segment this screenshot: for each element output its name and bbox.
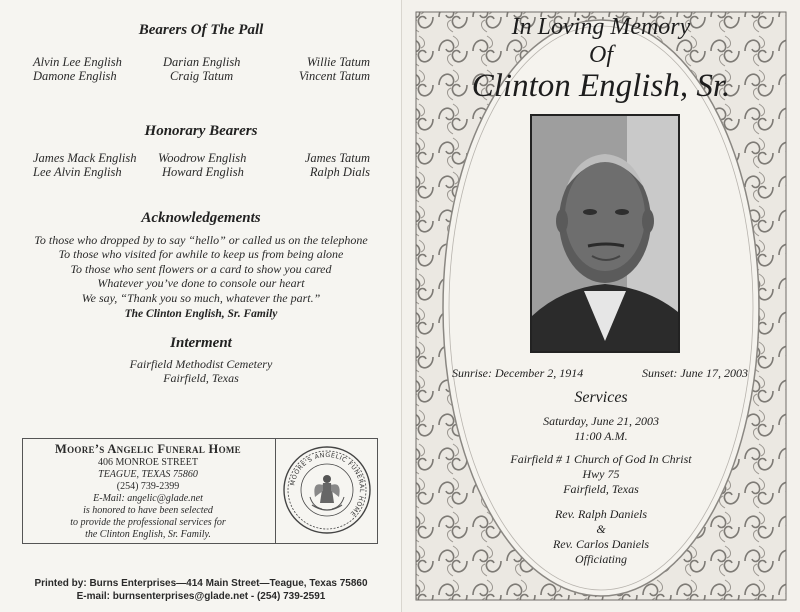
seal-text: MOORE'S ANGELIC FUNERAL HOME bbox=[289, 451, 366, 518]
funeral-home-phone: (254) 739-2399 bbox=[116, 481, 180, 492]
interment-line: Fairfield Methodist Cemetery bbox=[129, 357, 273, 371]
poem-line: To those who sent flowers or a card to show you cared bbox=[70, 261, 332, 276]
pall-bearer-name: Darian English bbox=[163, 55, 241, 69]
memorial-of: Of bbox=[589, 42, 613, 68]
pall-bearer-name: Vincent Tatum bbox=[298, 69, 370, 83]
funeral-home-seal bbox=[275, 439, 378, 543]
honorary-bearers-heading: Honorary Bearers bbox=[144, 123, 258, 139]
sunrise-date: Sunrise: December 2, 1914 bbox=[452, 366, 584, 380]
honorary-bearer-name: Lee Alvin English bbox=[33, 165, 122, 179]
funeral-home-notice: to provide the professional services for bbox=[70, 517, 226, 528]
service-time bbox=[402, 414, 800, 444]
memorial-intro: In Loving Memory bbox=[511, 14, 691, 40]
interment-line: Fairfield, Texas bbox=[163, 371, 239, 386]
printer-credit bbox=[0, 577, 402, 603]
funeral-home-notice: is honored to have been selected bbox=[83, 505, 213, 516]
service-hour: 11:00 A.M. bbox=[574, 429, 628, 443]
funeral-home-box bbox=[22, 438, 378, 544]
funeral-home-address: 406 MONROE STREET bbox=[98, 457, 198, 468]
funeral-home-city: TEAGUE, TEXAS 75860 bbox=[98, 469, 198, 480]
poem-line: Whatever you’ve done to console our heart bbox=[97, 276, 305, 291]
pall-bearers-heading: Bearers Of The Pall bbox=[138, 22, 264, 38]
sunset-date: Sunset: June 17, 2003 bbox=[642, 366, 748, 380]
officiant-name: Rev. Carlos Daniels bbox=[552, 537, 650, 551]
poem-line: To those who visited for awhile to keep us from being alone bbox=[58, 247, 344, 262]
interment-heading: Interment bbox=[170, 335, 232, 351]
church-highway: Hwy 75 bbox=[582, 467, 620, 481]
service-date: Saturday, June 21, 2003 bbox=[543, 414, 659, 428]
poem-line: We say, “Thank you so much, whatever the part.” bbox=[81, 290, 321, 305]
church-city: Fairfield, Texas bbox=[563, 482, 639, 496]
acknowledgements-heading: Acknowledgements bbox=[141, 210, 261, 226]
funeral-home-email: E-Mail: angelic@glade.net bbox=[93, 493, 203, 504]
printer-line: Printed by: Burns Enterprises—414 Main Street—Teague, Texas 75860 bbox=[34, 578, 368, 589]
funeral-home-details bbox=[23, 442, 273, 541]
interment-location bbox=[0, 357, 402, 386]
pall-bearer-name: Alvin Lee English bbox=[33, 55, 122, 69]
funeral-home-name: Moore’s Angelic Funeral Home bbox=[55, 442, 241, 456]
officiants bbox=[402, 507, 800, 567]
church-name: Fairfield # 1 Church of God In Christ bbox=[510, 452, 692, 466]
services-heading: Services bbox=[574, 389, 628, 406]
poem-line: To those who dropped by to say “hello” or called us on the telephone bbox=[34, 233, 368, 247]
honorary-bearer-name: Howard English bbox=[162, 165, 244, 179]
funeral-home-notice: the Clinton English, Sr. Family. bbox=[85, 529, 211, 540]
honorary-bearer-name: James Mack English bbox=[33, 151, 137, 165]
acknowledgements-poem bbox=[0, 233, 402, 305]
officiant-ampersand: & bbox=[596, 522, 606, 536]
officiating-label: Officiating bbox=[575, 552, 627, 566]
pall-bearer-name: Craig Tatum bbox=[170, 69, 234, 83]
deceased-name: Clinton English, Sr. bbox=[471, 68, 731, 104]
officiant-name: Rev. Ralph Daniels bbox=[554, 507, 648, 521]
honorary-bearer-name: Woodrow English bbox=[158, 151, 247, 165]
honorary-bearer-name: James Tatum bbox=[304, 151, 370, 165]
portrait-photo bbox=[530, 114, 680, 353]
angel-seal-icon bbox=[282, 445, 372, 535]
pall-bearer-name: Willie Tatum bbox=[306, 55, 370, 69]
family-signature: The Clinton English, Sr. Family bbox=[124, 308, 278, 320]
portrait-icon bbox=[532, 116, 678, 351]
service-location bbox=[402, 452, 800, 497]
printer-email: E-mail: burnsenterprises@glade.net - (254) 739-2591 bbox=[76, 591, 326, 602]
right-panel bbox=[402, 0, 800, 612]
honorary-bearer-name: Ralph Dials bbox=[309, 165, 370, 179]
pall-bearer-name: Damone English bbox=[33, 69, 117, 83]
